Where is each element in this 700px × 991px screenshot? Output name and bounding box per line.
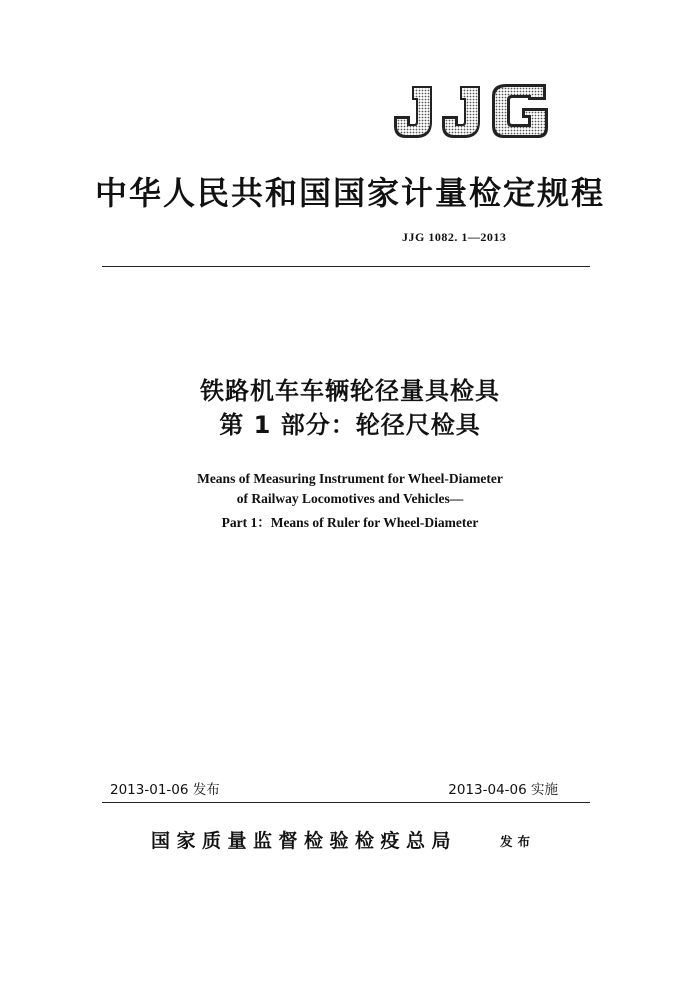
jjg-logo-icon [388,80,556,140]
issuer-suffix: 发布 [500,834,536,849]
english-title-line-2: of Railway Locomotives and Vehicles— [236,491,464,506]
top-divider [102,266,590,267]
english-title-line-3: Part 1：Means of Ruler for Wheel-Diameter [221,515,479,530]
issuing-authority: 国家质量监督检验检疫总局 [151,830,458,852]
regulation-code: JJG 1082. 1—2013 [402,230,507,244]
regulation-category-title: 中华人民共和国国家计量检定规程 [94,174,605,212]
bottom-divider [102,802,590,803]
chinese-title-line-2: 第 1 部分：轮径尺检具 [219,411,481,439]
issue-date: 2013-01-06 发布 [110,782,220,798]
effective-date: 2013-04-06 实施 [448,782,558,798]
chinese-title-line-1: 铁路机车车辆轮径量具检具 [200,377,500,405]
english-title-line-1: Means of Measuring Instrument for Wheel-Diameter [197,471,503,486]
